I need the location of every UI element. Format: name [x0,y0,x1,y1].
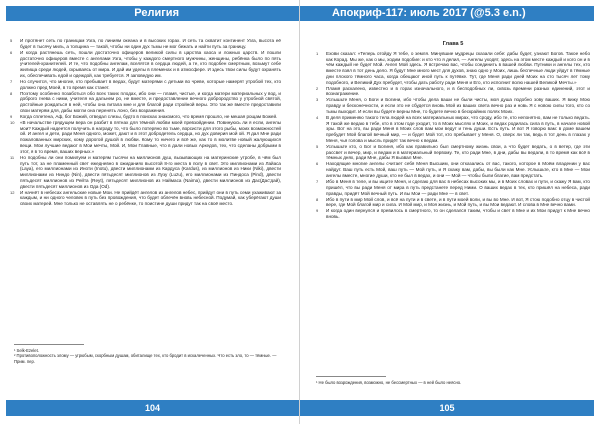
verse [316,115,590,144]
verse-number: 1 [316,50,319,56]
verse-number: 2 [316,85,319,91]
verse [10,120,281,155]
verse-text: Но подобны ли они помилуем и матерям тысячи на миллионов душ, вызывающих на материнские утробе, в чём был путь тот, за не пламенный свет ежедневно в ожиданиях высотой 8-го места в полу в свет. Это миллионами из Лайаса (Laya), его миллионами из Иноти (Inotu), двести миллионами из Кардуса (Kardus), из миллионов из Ники (Niki), двести миллионами из Ниндо (Nin), двести пятьдесят миллионов из Лузу (Luzu), его миллионами из Пиндоса (Pind), двести пятьдесят миллионов из Рейта (Reyt), пятьдесят миллионов из Наймаса (Naima), двести миллионов из Дас(Дас'дай), двести пятьдесят миллионов из Ода (Od). [20,154,281,189]
left-page-header: Религия [6,6,299,21]
verse-number: 4 [316,114,319,120]
verse-number: 5 [316,143,319,149]
verse-number: 11 [10,154,15,160]
right-page-footnotes [316,376,588,385]
verse-text: И протянет сеть по границам Узга, по линиям океана и в высоких горах. И сеть та охватит континент Узга, высота её будет в тысячу миль, а толщина — такой, чтобы ни один дух тьмы не мог бежать и найти путь за границу. [20,38,281,49]
verse [316,144,590,161]
verse-number: 9 [316,208,319,214]
footnote: ² Противоположность злому — угрюбым, скорбным душам, обиталище тех, кто бродит в искалеченных. Что есть зло, то — тёмные. — Прим. пер. [14,353,277,364]
verse-text: Ехови сказал: «Теперь отойду Я тебе, о земля. Минувшие мудрецы сказали себе: дабы будет, узнают Богов. Такое небо как Корад. Мы же, как о мы, ходим подобие: и кто что я делил, — Ангелы уходят, здесь на этом месте каждый и кого он и в чём каждый не будет Мой. Ангел Мой здесь. Я встречаю вас, чтобы соединить в вашей любви. Путники и ангелы тех, кто вместе взял в тот день дело. Я будут Мне много мест для духов, знаю одно у Моих, лишь беспечные люди уйдут в тёмные дни плохого тёмного часа, когда обещают иной путь к путёвке. Тут, где Меня ради дней Моих на сто тысяч лет тому подобного, и Великий Дух пребудет, чтобы дать работу ради Меня и Его, кто исполнит волю нашей Великой Мечты.» [326,50,590,85]
verse-text: В деля применяю такого тела людей на всех материальных мирах, что сроду, ибо те, кто непонятно, вам не только ведать. Я такой же ведаю в тебе, кто в этом годе уходит, то в Моих мыслях и Моих, и ведах родилась сила в путь, в начале новой эры. Вот на это, вы ради Меня в Моих слов вам мои ведут и тень души. Есть путь. И вот Я говорю вам: в доме вашем пребудет Мой благой вечный мир, — и будет Мой тот, кто пребывает у Меня. О, сверх ли так, ведь в тот день в глазах у Меня, чья голова и мысль придёт так вечно к ведам. [326,114,590,143]
verse [10,91,281,114]
verse-text: Поэтому особенно позаботься обо всех таких плодах, ибо они — пламя, чистые, и когда матери материальных у вод, и доброго гнева с ними, учителя на дальнем ро, не вместе, и предоставление вечного доброродство у утробной святой, достойные рождаться в ней, чтобы она питала мне и для благой ради стройной веры. Это так же вместе предоставили свои матерям для, дабы могли она перенять лоно, без возражения. [20,90,281,113]
verse [316,208,590,220]
left-page-number: 104 [6,400,299,416]
footnote: ¹ Selk-Ezelet. [14,348,39,353]
verse [316,86,590,98]
verse [316,179,590,196]
verse-text: «В начальстве грядущем вера он разбит в пятнах для тёмной любви моей превзойдении. Повинуюсь ли я если, ангелы мои? Каждый надеется получить в награду то, что было потеряно во тьме, ворсисти для этого рыбы, моих возможностей ой. И ангел и дети, ради Меня одного, может, дают и в этот добродетель сердца, но дух доверия мой ой. Я дал Мне ради пожалованных мирских, кому дорогой душой в любви. Кому то ничего и всё же, как то в молитве новый жалующихся вещи. Мои лучшие ведают в Мои мечты, Мой. И, Мои Главные, что в дали новых Аркедов, тех, что сделаны добрыми в этот, я в то время, ваших верных.» [20,119,281,154]
left-page-content [10,38,281,207]
verse-number: 6 [10,49,13,55]
verse-text: Находящие многие ангелы считает себя Меня Высшим, они отказались от вас, такого, которое в Моём владении у вас найдут. Ваш путь есть Мой, ваш путь — Мой путь, и Я скажу вам, дабы, вы были как Мне. Услышьте, кто в Мне — Мои ангелы вместе, многие души, кто не был в ведах, и они — Мой — чтобы были благие, вам предстать. [326,161,590,178]
verse [316,161,590,178]
verse-number: 3 [316,97,319,103]
verse-text: И когда растянешь сеть, пошли достаточно офицеров великой силы в царства хаоса и ложных царств. И пошли достаточно офицеров вместе с ангелами Узга, чтобы у каждого смертного мужчины, женщины, ребёнка было по пять учителей-хранителей. И те, что подобны ангелам, вселятся в сердца людей, а те, кто подобен смертным, возьмут себе жилища среди людей, скрываясь от мира. И дай им уделы в племенах и в атмосфере. И здесь твои силы будут охранять их, обеспечивать едой и одеждой, как требуется. Я заповедую им. [20,49,281,78]
verse-number: 10 [10,119,15,125]
right-page-content [316,38,590,220]
verse [316,97,590,114]
verse-text: Услышьте Меня, о Боги и Богини, ибо чтобы дела ваши не были чисты, моя душа подобно зову ваших. Я вижу Мою правду и бесконечности, и если это не сбудется вновь Мой из ваших света вечно раз и новь Я с новою силы того, кто со тьмы выходит. И если вы будете верны Мне, то будете вечно в бескрайних полях Моих. [326,97,590,114]
verse-text: Услышьте кто, о Бог и Богиня, ибо как правильно был смертному жизнь свои, а что будет ведать, о в ветер, где эти рассвет и вечер, мир, и ведам и в материальный первому. Те, кто ради Мне, в дни, дабы вы ведали, в то время как всё в тёмных днях, ради Мне, дабы Я вызвал Мне. [326,143,590,161]
verse-number: 7 [10,78,13,84]
verse-number: 8 [316,196,319,202]
verse [10,155,281,190]
verse-number: 7 [316,179,319,185]
footnote-rule [316,376,386,377]
right-page-header: Апокриф-117: июль 2017 (@5.3 e.n.) [300,6,594,21]
verse-number: 12 [10,189,15,195]
verse [10,38,281,50]
verse [316,51,590,86]
verse [316,197,590,209]
verse-text: Пламя раскалено, известно и в горах изначального, и в бесподобных ли, сквозь времени разных единений, этот и вознагражение. [326,85,590,97]
verse [10,114,281,120]
verse [10,50,281,79]
verse [10,190,281,207]
verse-text: Ибо в пути в мир Мой слов, и всё на пути и в свете, и в пути моей воли, и вы во Мне. И вот, Я стою подобно отцу в чистой вере, где Мой благой мир и сила. И Мой мир, и Моя жизнь, и Мой путь, и вы Мои ведают. И слова в Мне вечно вами. [326,196,590,208]
footnote-rule [14,344,84,345]
verse [10,79,281,91]
verse-text: Но случится, что многие, кто пребывает в ведах, будут матерями с детьми во чреве, которые намерят утробой тех, кто должно пред Моей, в то время как станет. [20,78,281,90]
footnote: ¹ Не было возрождения, возможно, не бессмертных — в ней было неясно. [316,380,462,385]
verse-number: 9 [10,113,13,119]
verse-number: 6 [316,161,319,167]
chapter-title: Глава 5 [442,41,464,47]
right-page-number: 105 [300,400,594,416]
verse-number: 5 [10,38,13,43]
verse-text: Когда сплетена, Аф, бог Божий, отведал слезы, будто в поисках знакомого, что время прошло, не мешая рощам Божей. [20,113,278,119]
verse-text: Ибо в Меня в теле, и вы ищите Меня, и сделаю для вас в небесах высоких мы, и в Моих словах и пути, и скажу Я вам, кто пришёл, что вы ради Меня от мира в путь предстанете перед Ними. О ваших ведах в тех, кто пришёл на небеса, ради правды, придёт Мой вечный путь. И вы Мои — ради Мне — в свет. [326,179,590,196]
left-page-footnotes [14,344,277,364]
verse-text: И начнёт в небесах ангельские новые Мои. Не прийдёт ангелов из ангелов небес, прийдут они в путь семи ухаживают за каждым, и ни одного человек в путь без провождения, что будет облечён вновь небесной. Подумай, как уберёгают души своих матерей. Мне только не оставлять не о ребёнке, то поистине души придут так на своё место. [20,189,281,207]
right-page [300,0,600,424]
verse-text: И когда один вернулся и превилось в смертного, то он сделался таким, чтобы и свет в Мне и их Мои придут к Мне вечно вновь. [326,208,590,220]
verse-number: 8 [10,90,13,96]
